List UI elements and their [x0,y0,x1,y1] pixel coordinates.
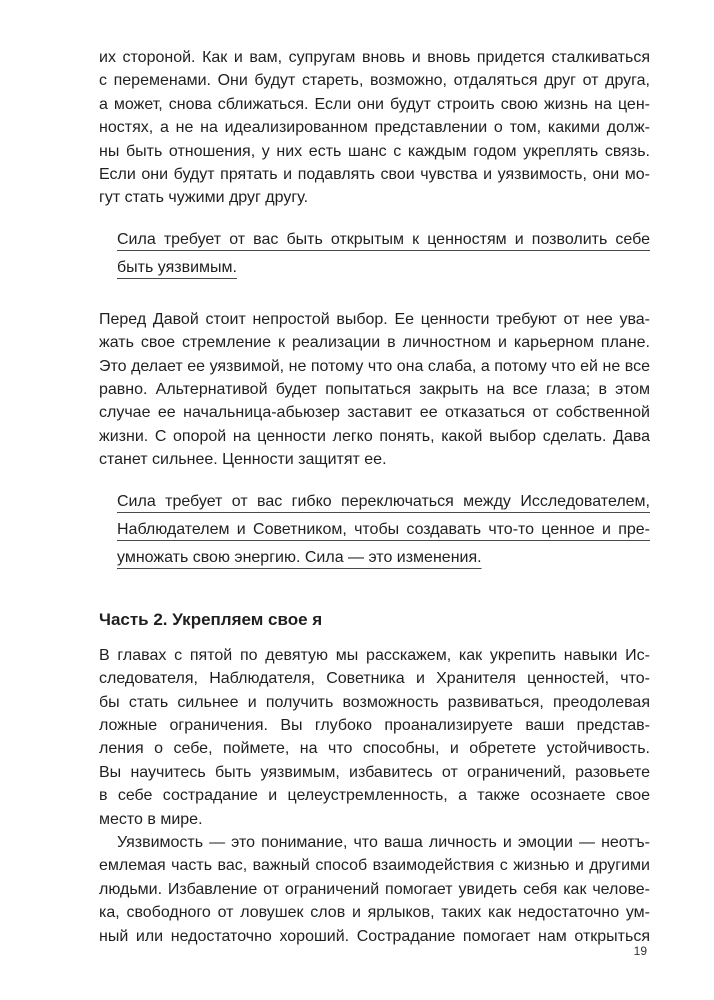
text-line: Перед Давой стоит непростой выбор. Ее ценности требуют от нее ува- [99,310,650,328]
callout-line: умножать свою энергию. Сила — это изменения. [117,548,482,566]
text-line: случае ее начальница-абьюзер заставит ее отказаться от собственной [99,404,650,422]
text-line: с переменами. Они будут стареть, возможно, отдаляться друг от друга, [99,72,650,90]
callout-line: Сила требует от вас быть открытым к ценностям и позволить себе [117,230,650,248]
callout-line: Сила требует от вас гибко переключаться между Исследователем, [117,492,650,510]
paragraph-2 [99,308,650,472]
text-line: жизни. С опорой на ценности легко понять, какой выбор сделать. Дава [99,427,650,445]
text-line: равно. Альтернативой будет попытаться закрыть на все глаза; в этом [99,381,650,399]
text-line: их стороной. Как и вам, супругам вновь и вновь придется сталкиваться [99,49,650,66]
section-heading: Часть 2. Укрепляем свое я [99,609,323,629]
text-line: в себе сострадание и целеустремленность, а также осознаете свое [99,787,650,805]
callout-quote-2 [117,488,650,572]
callout-line: Наблюдателем и Советником, чтобы создавать что-то ценное и пре- [117,520,650,538]
text-line: ка, свободного от ловушек слов и ярлыков, таких как недостаточно ум- [99,904,650,922]
text-line: емлемая часть вас, важный способ взаимодействия с жизнью и другими [99,857,650,875]
page-number: 19 [633,944,647,958]
text-line: гут стать чужими друг другу. [99,189,309,207]
paragraph-4 [99,831,650,948]
text-line: бы стать сильнее и получить возможность развиваться, преодолевая [99,693,650,711]
text-line: ный или недостаточно хороший. Сострадание помогает нам открыться [99,927,650,945]
text-line: ностях, а не на идеализированном представлении о том, какими долж- [99,119,650,137]
text-line: ложные ограничения. Вы глубоко проанализируете ваши представ- [99,716,650,734]
text-line: следователя, Наблюдателя, Советника и Хранителя ценностей, что- [99,670,650,688]
text-line: Это делает ее уязвимой, не потому что она слаба, а потому что ей не все [99,357,650,375]
text-line: Уязвимость — это понимание, что ваша личность и эмоции — неотъ- [117,833,650,851]
text-line: Вы научитесь быть уязвимым, избавитесь от ограничений, разовьете [99,763,650,781]
text-line: Если они будут прятать и подавлять свои чувства и уязвимость, они мо- [99,166,650,184]
paragraph-3 [99,644,650,831]
text-line: В главах с пятой по девятую мы расскажем, как укрепить навыки Ис- [99,646,650,664]
callout-line: быть уязвимым. [117,258,237,276]
text-line: место в мире. [99,810,203,828]
text-line: ны быть отношения, у них есть шанс с каждым годом укреплять связь. [99,142,650,160]
text-line: станет сильнее. Ценности защитят ее. [99,451,387,469]
text-line: ления о себе, поймете, на что способны, и обретете устойчивость. [99,740,650,758]
text-line: жать свое стремление к реализации в личностном и карьерном плане. [99,334,650,352]
text-line: людьми. Избавление от ограничений помогает увидеть себя как челове- [99,880,650,898]
text-line: а может, снова сближаться. Если они будут строить свою жизнь на цен- [99,95,650,113]
paragraph-1 [99,46,650,210]
callout-quote-1 [117,226,650,282]
